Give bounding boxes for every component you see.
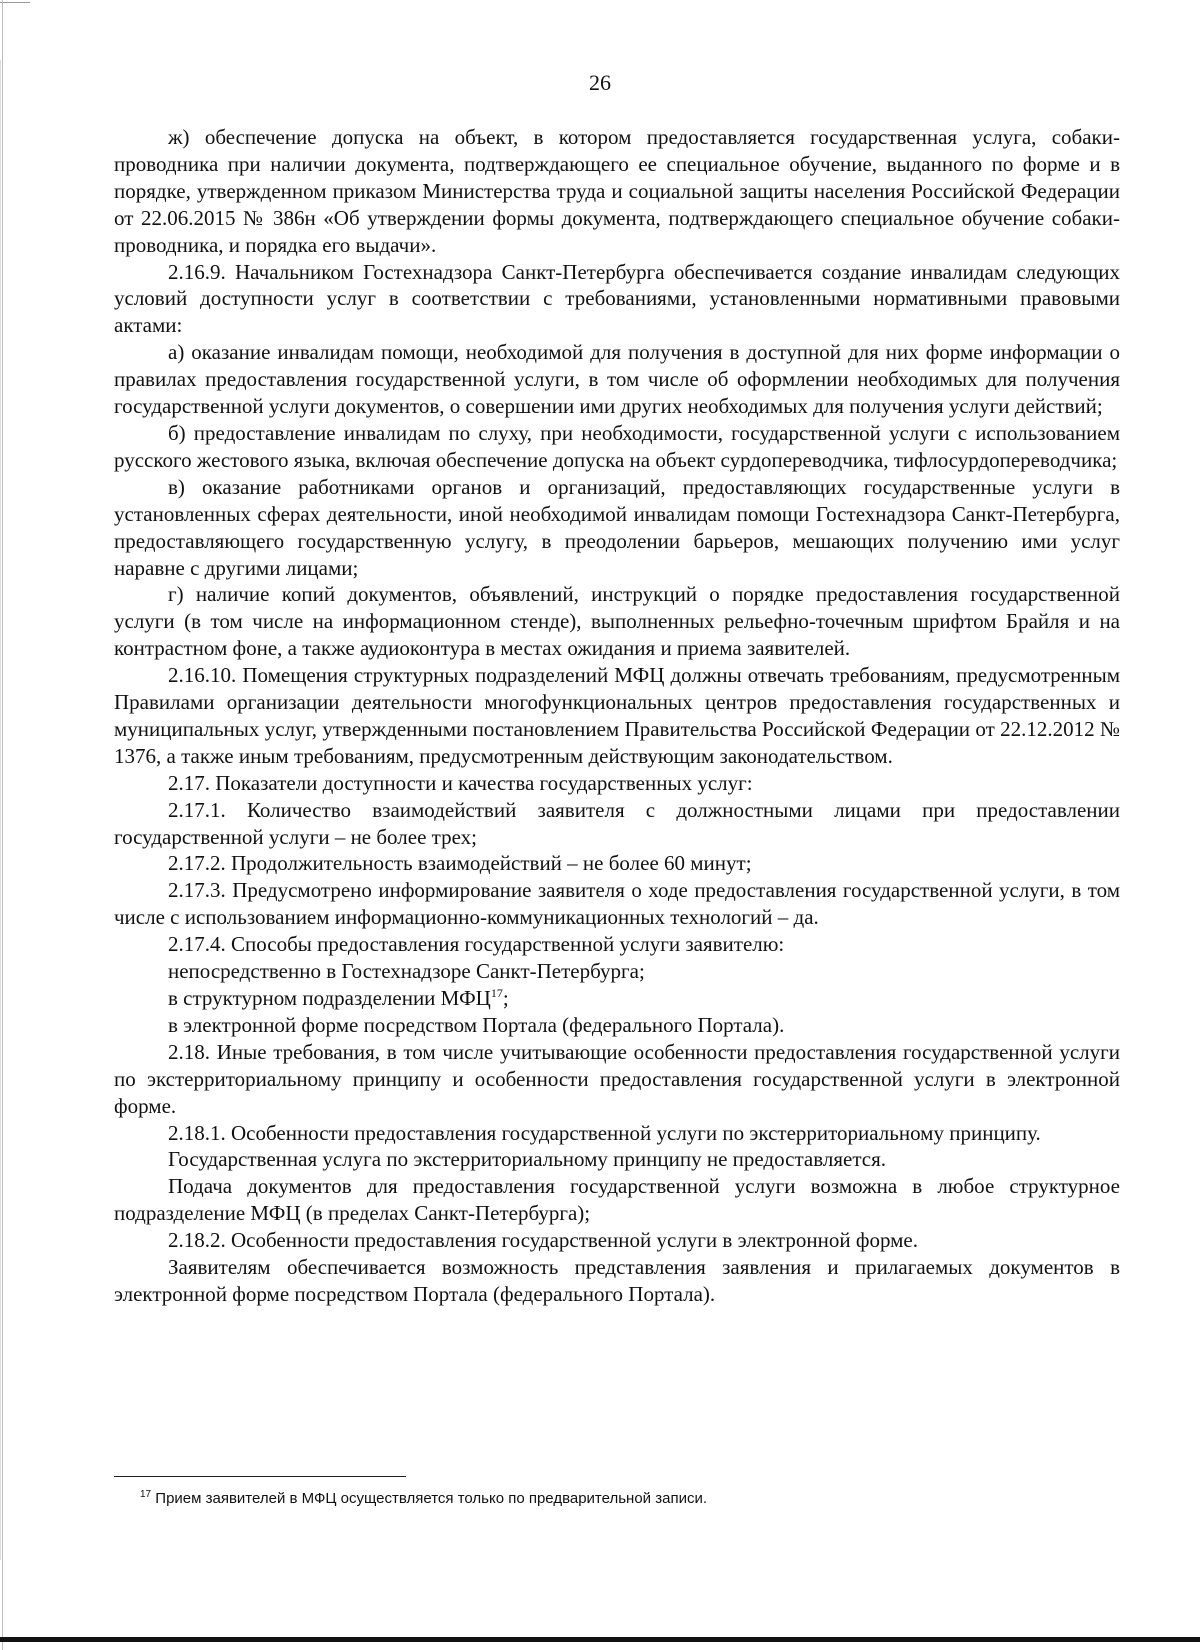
paragraph-2-18-2: 2.18.2. Особенности предоставления государственной услуги в электронной форме. (168, 1228, 918, 1253)
paragraph-method-portal: в электронной форме посредством Портала (федерального Портала). (168, 1012, 785, 1037)
paragraph-2-16-9: 2.16.9. Начальником Гостехнадзора Санкт-Петербурга обеспечивается создание инвалидам следующих условий доступности услуг в соответствии с требованиями, установленными нормативными правовыми актами: (114, 259, 1120, 338)
scan-edge (2, 0, 3, 1650)
paragraph-b: б) предоставление инвалидам по слуху, при необходимости, государственной услуги с использованием русского жестового языка, включая обеспечение допуска на объект сурдопереводчика, тифлосурдопереводчика; (114, 420, 1120, 472)
footnote-reference[interactable]: 17 (490, 986, 503, 1000)
paragraph-g: г) наличие копий документов, объявлений, инструкций о порядке предоставления государственной услуги (в том числе на информационном стенде), выполненных рельефно-точечным шрифтом Брайля и на контрастном фоне, а также аудиоконтура в местах ожидания и приема заявителей. (114, 582, 1120, 661)
paragraph-2-18-1: 2.18.1. Особенности предоставления государственной услуги по экстерриториальному принципу. (168, 1120, 1041, 1145)
page-number: 26 (589, 70, 611, 95)
footnote-marker: 17 (140, 1489, 152, 1500)
paragraph-electronic: Заявителям обеспечивается возможность представления заявления и прилагаемых документов в электронной форме посредством Портала (федерального Портала). (114, 1255, 1120, 1306)
paragraph-2-17-3: 2.17.3. Предусмотрено информирование заявителя о ходе предоставления государственной услуги, в том числе с использованием информационно-коммуникационных технологий – да. (114, 878, 1120, 930)
paragraph-2-17: 2.17. Показатели доступности и качества государственных услуг: (168, 770, 753, 795)
paragraph-a: а) оказание инвалидам помощи, необходимой для получения в доступной для них форме информации о правилах предоставления государственной услуги, в том числе об оформлении необходимых для получения государственной услуги документов, о совершении ими других необходимых для получения услуги действий; (114, 340, 1120, 419)
paragraph-zh: ж) обеспечение допуска на объект, в котором предоставляется государственная услуга, собаки-проводника при наличии документа, подтверждающего ее специальное обучение, выданного по форме и в порядке, утвержденном приказом Министерства труда и социальной защиты населения Российской Федерации от 22.06.2015 № 386н «Об утверждении формы документа, подтверждающего специальное обучение собаки-проводника, и порядка его выдачи». (114, 125, 1120, 257)
mfc-line-text: в структурном подразделении МФЦ (168, 986, 491, 1010)
paragraph-submission: Подача документов для предоставления государственной услуги возможна в любое структурное подразделение МФЦ (в пределах Санкт-Петербурга); (114, 1174, 1120, 1226)
footnote (140, 1489, 1100, 1509)
paragraph-2-17-4: 2.17.4. Способы предоставления государственной услуги заявителю: (168, 932, 785, 957)
scan-edge (0, 60, 1, 1560)
paragraph-2-18: 2.18. Иные требования, в том числе учитывающие особенности предоставления государственной услуги по экстерриториальному принципу и особенности предоставления государственной услуги в электронной форме. (114, 1039, 1120, 1118)
paragraph-2-17-2: 2.17.2. Продолжительность взаимодействий – не более 60 минут; (168, 851, 752, 876)
scan-mark (0, 2, 30, 3)
paragraph-v: в) оказание работниками органов и организаций, предоставляющих государственные услуги в установленных сферах деятельности, иной необходимой инвалидам помощи Гостехнадзора Санкт-Петербурга, предоставляющего государственную услугу, в преодолении барьеров, мешающих получению ими услуг наравне с другими лицами; (114, 474, 1120, 580)
footnote-separator (114, 1476, 406, 1477)
mfc-line-suffix: ; (502, 986, 509, 1010)
footnote-text: Прием заявителей в МФЦ осуществляется только по предварительной записи. (151, 1490, 707, 1507)
paragraph-2-17-1: 2.17.1. Количество взаимодействий заявителя с должностными лицами при предоставлении государственной услуги – не более трех; (114, 797, 1120, 849)
paragraph-method-mfc (114, 985, 1120, 1012)
document-body (114, 124, 1120, 1308)
paragraph-method-gostekhnadzor: непосредственно в Гостехнадзоре Санкт-Петербурга; (168, 959, 645, 984)
paragraph-not-provided: Государственная услуга по экстерриториальному принципу не предоставляется. (168, 1147, 886, 1172)
scan-edge-bottom (0, 1637, 1200, 1642)
paragraph-2-16-10: 2.16.10. Помещения структурных подразделений МФЦ должны отвечать требованиям, предусмотренным Правилами организации деятельности многофункциональных центров предоставления государственных и муниципальных услуг, утвержденными постановлением Правительства Российской Федерации от 22.12.2012 № 1376, а также иным требованиям, предусмотренным действующим законодательством. (114, 663, 1120, 768)
